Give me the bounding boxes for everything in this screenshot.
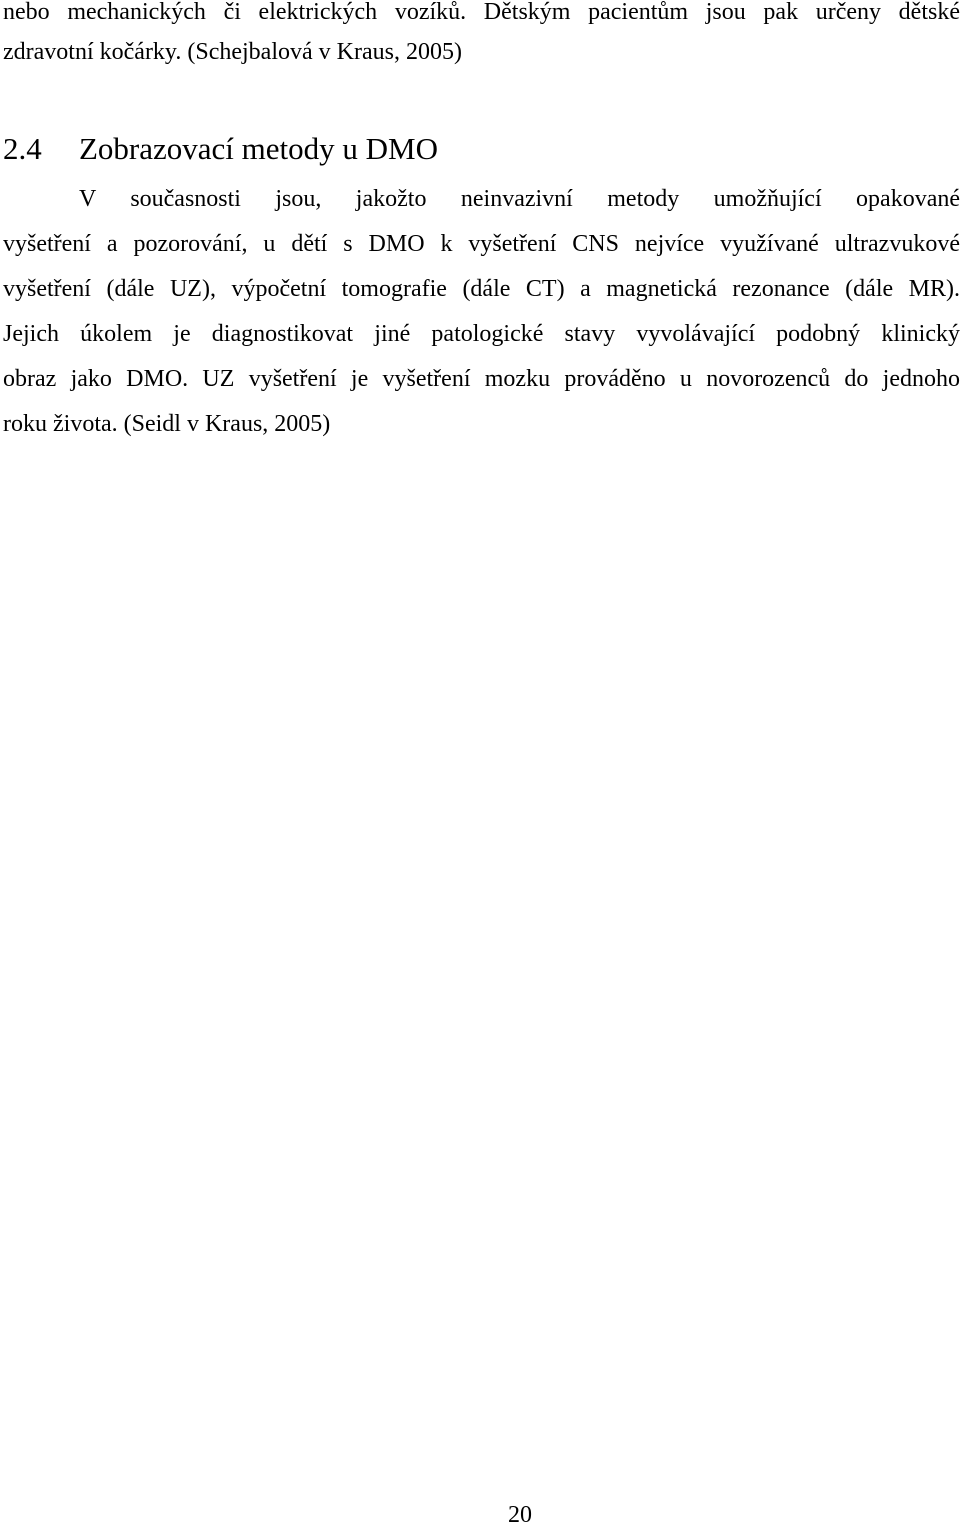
- paragraph-line: vyšetření a pozorování, u dětí s DMO k vyšetření CNS nejvíce využívané ultrazvukové: [3, 231, 960, 257]
- paragraph-line: V současnosti jsou, jakožto neinvazivní metody umožňující opakované: [79, 186, 960, 212]
- paragraph-line: obraz jako DMO. UZ vyšetření je vyšetření mozku prováděno u novorozenců do jednoho: [3, 366, 960, 392]
- section-heading: [3, 130, 438, 168]
- paragraph-line: zdravotní kočárky. (Schejbalová v Kraus, 2005): [3, 39, 462, 65]
- paragraph-line: roku života. (Seidl v Kraus, 2005): [3, 411, 331, 437]
- page-number: 20: [508, 1502, 532, 1528]
- section-title: Zobrazovací metody u DMO: [79, 131, 438, 166]
- paragraph-line: vyšetření (dále UZ), výpočetní tomografie (dále CT) a magnetická rezonance (dále MR).: [3, 276, 960, 302]
- section-number: 2.4: [3, 131, 42, 166]
- paragraph-line: nebo mechanických či elektrických vozíků. Dětským pacientům jsou pak určeny dětské: [3, 0, 960, 25]
- paragraph-line: Jejich úkolem je diagnostikovat jiné patologické stavy vyvolávající podobný klinický: [3, 321, 960, 347]
